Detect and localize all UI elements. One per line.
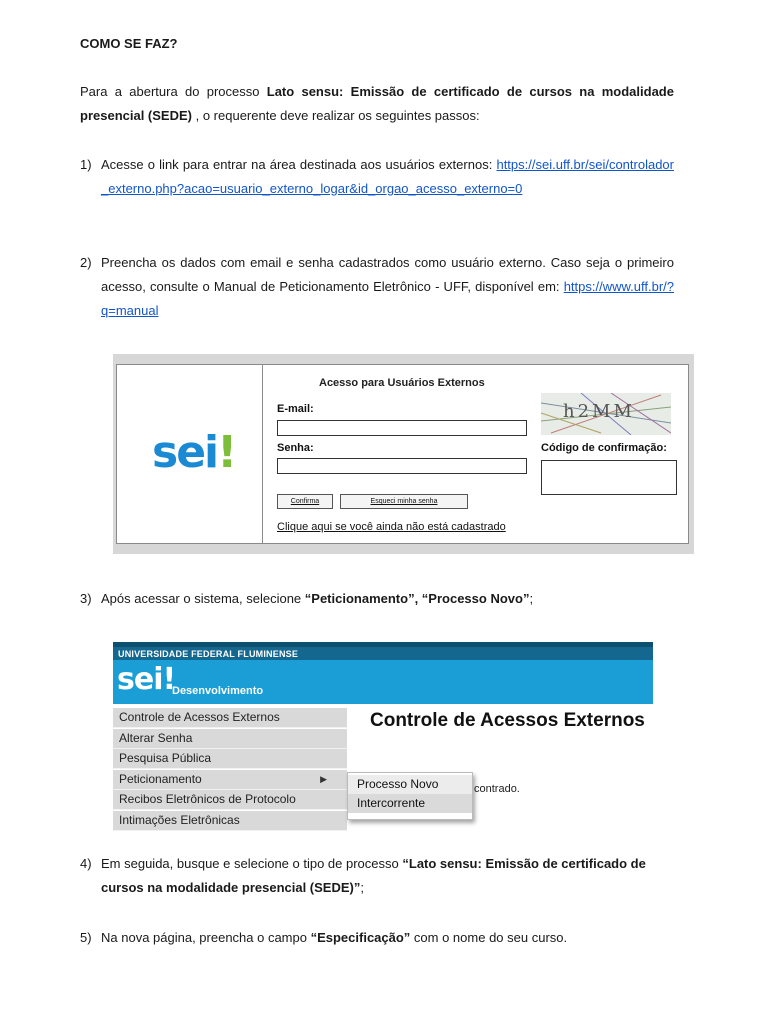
step-number: 2)	[80, 255, 92, 270]
institution-name: UNIVERSIDADE FEDERAL FLUMINENSE	[118, 649, 299, 659]
step-emphasis: “Peticionamento”, “Processo Novo”	[304, 591, 530, 606]
sidebar-item-controle-acessos[interactable]: Controle de Acessos Externos	[113, 708, 347, 728]
sei-logo-text: sei	[152, 427, 218, 478]
institution-bar	[113, 642, 653, 660]
password-label: Senha:	[277, 442, 314, 454]
chevron-right-icon: ▶	[320, 773, 327, 784]
external-user-link[interactable]: https://sei.uff.br/sei/controlador_externo.php?acao=usuario_externo_logar&id_orgao_acesso_externo=0	[101, 157, 674, 196]
step-number: 3)	[80, 591, 92, 606]
step-text: Em seguida, busque e selecione o tipo de processo	[101, 856, 403, 871]
sidebar-item-recibos[interactable]: Recibos Eletrônicos de Protocolo	[113, 790, 347, 810]
sidebar-item-label: Peticionamento	[119, 771, 202, 786]
email-label: E-mail:	[277, 403, 314, 415]
step-4	[80, 852, 674, 900]
step-5	[80, 926, 674, 950]
sei-header	[113, 660, 653, 704]
sei-logo-mark: !	[162, 662, 176, 697]
captcha-text: h2MM	[563, 401, 635, 422]
step-suffix: ;	[529, 591, 534, 606]
intro-paragraph	[80, 80, 674, 128]
login-logo-panel	[117, 365, 263, 543]
menu-screenshot	[113, 642, 653, 832]
login-panel	[116, 364, 689, 544]
email-field[interactable]	[277, 420, 527, 436]
step-number: 1)	[80, 157, 92, 172]
submenu-popup	[347, 772, 473, 820]
intro-process-name: Lato sensu: Emissão de certificado de cursos na modalidade presencial (SEDE)	[80, 84, 674, 123]
environment-label: Desenvolvimento	[172, 685, 264, 697]
sidebar-item-alterar-senha[interactable]: Alterar Senha	[113, 729, 347, 749]
login-screenshot	[113, 354, 694, 554]
confirmation-code-field[interactable]	[541, 460, 677, 495]
step-text: Acesse o link para entrar na área destinada aos usuários externos:	[101, 157, 497, 172]
step-3	[80, 587, 674, 611]
step-number: 4)	[80, 856, 92, 871]
sidebar-item-pesquisa-publica[interactable]: Pesquisa Pública	[113, 749, 347, 769]
sei-logo-text: sei	[117, 662, 163, 697]
step-text: Na nova página, preencha o campo	[101, 930, 311, 945]
login-title: Acesso para Usuários Externos	[319, 377, 485, 389]
step-body	[101, 153, 674, 201]
step-body	[101, 852, 674, 900]
step-emphasis: “Lato sensu: Emissão de certificado de cursos na modalidade presencial (SEDE)”	[101, 856, 646, 895]
content-title: Controle de Acessos Externos	[370, 710, 645, 731]
step-text: Preencha os dados com email e senha cadastrados como usuário externo. Caso seja o primeiro acesso, consulte o Manual de Peticionamento Eletrônico - UFF, disponível em:	[101, 255, 674, 294]
intro-suffix: , o requerente deve realizar os seguintes passos:	[192, 108, 480, 123]
sidebar-item-peticionamento[interactable]	[113, 770, 347, 790]
sei-logo	[117, 662, 175, 697]
step-suffix: com o nome do seu curso.	[410, 930, 568, 945]
confirm-button[interactable]: Confirma	[277, 494, 333, 509]
step-2	[80, 251, 674, 323]
step-number: 5)	[80, 930, 92, 945]
step-body	[101, 251, 674, 323]
page-title: COMO SE FAZ?	[80, 36, 178, 51]
manual-link[interactable]: https://www.uff.br/?q=manual	[101, 279, 674, 318]
step-body	[101, 587, 674, 611]
step-suffix: ;	[360, 880, 364, 895]
sei-logo-mark: !	[217, 427, 236, 478]
sidebar-menu	[113, 708, 347, 831]
intro-text: Para a abertura do processo	[80, 84, 267, 99]
sidebar-item-intimacoes[interactable]: Intimações Eletrônicas	[113, 811, 347, 831]
partial-status-text: contrado.	[474, 783, 520, 795]
step-body	[101, 926, 674, 950]
forgot-password-button[interactable]: Esqueci minha senha	[340, 494, 468, 509]
submenu-item-processo-novo[interactable]: Processo Novo	[348, 775, 472, 794]
step-text: Após acessar o sistema, selecione	[101, 591, 305, 606]
step-1	[80, 153, 674, 201]
step-emphasis: “Especificação”	[310, 930, 411, 945]
submenu-item-intercorrente[interactable]: Intercorrente	[348, 794, 472, 813]
register-link[interactable]: Clique aqui se você ainda não está cadastrado	[277, 521, 506, 533]
captcha-image	[541, 393, 671, 435]
code-label: Código de confirmação:	[541, 442, 667, 454]
sei-logo	[152, 427, 235, 478]
password-field[interactable]	[277, 458, 527, 474]
